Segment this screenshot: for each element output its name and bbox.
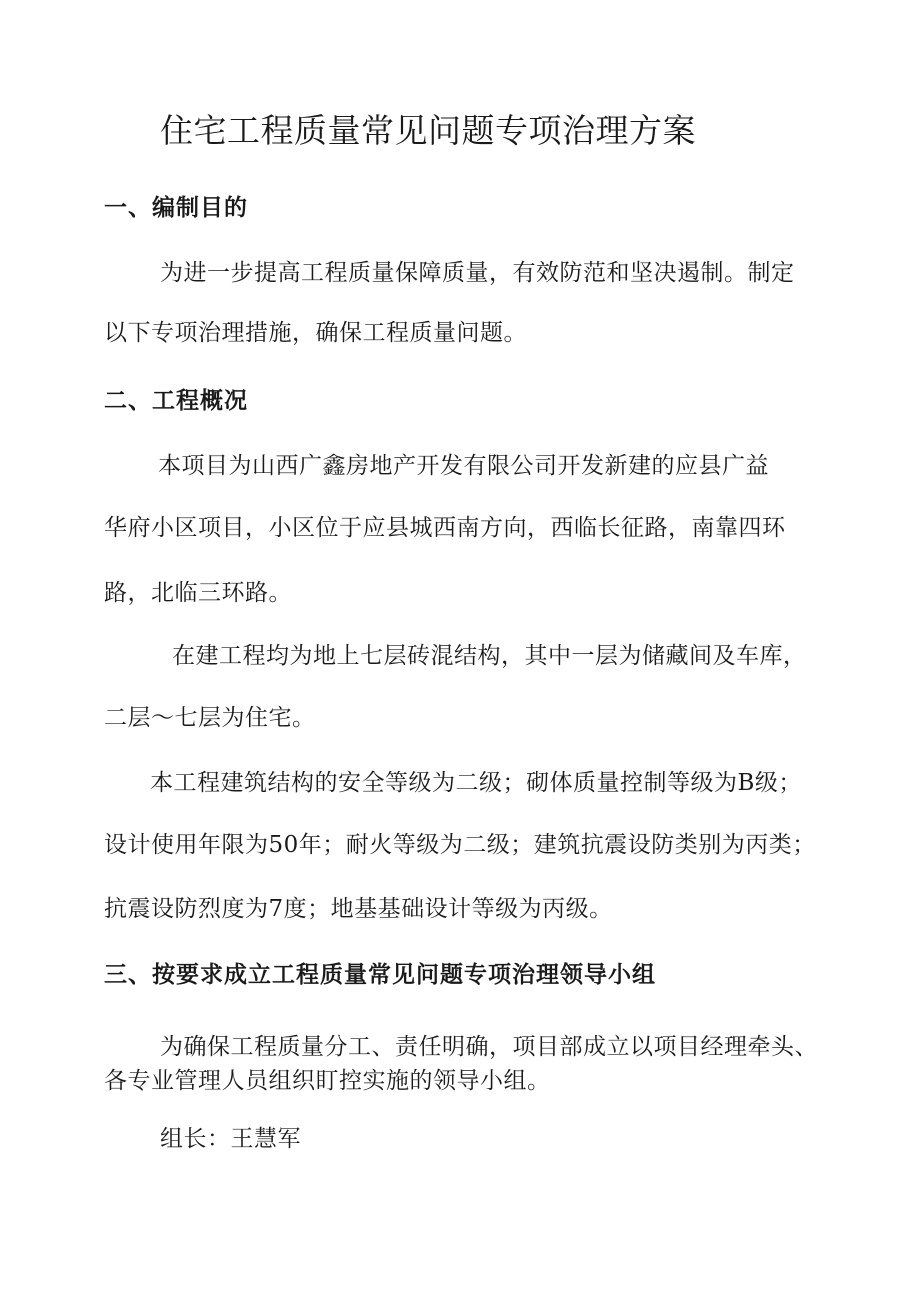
paragraph-line: 二层～七层为住宅。 bbox=[104, 705, 316, 731]
section-heading-leadership-group: 三、按要求成立工程质量常见问题专项治理领导小组 bbox=[104, 962, 656, 988]
group-leader-line: 组长：王慧军 bbox=[160, 1126, 301, 1152]
section-heading-purpose: 一、编制目的 bbox=[104, 195, 248, 221]
paragraph-line: 设计使用年限为50年；耐火等级为二级；建筑抗震设防类别为丙类； bbox=[104, 832, 816, 858]
paragraph-line: 为确保工程质量分工、责任明确，项目部成立以项目经理牵头、 bbox=[160, 1034, 818, 1060]
paragraph-line: 本工程建筑结构的安全等级为二级；砌体质量控制等级为B级； bbox=[150, 770, 802, 796]
paragraph-line: 华府小区项目，小区位于应县城西南方向，西临长征路，南靠四环 bbox=[104, 515, 786, 541]
paragraph-line: 路，北临三环路。 bbox=[104, 580, 292, 606]
paragraph-line: 在建工程均为地上七层砖混结构，其中一层为储藏间及车库， bbox=[172, 643, 807, 669]
document-title: 住宅工程质量常见问题专项治理方案 bbox=[160, 111, 696, 150]
paragraph-line: 抗震设防烈度为7度；地基基础设计等级为丙级。 bbox=[104, 896, 613, 922]
paragraph-line: 以下专项治理措施，确保工程质量问题。 bbox=[104, 320, 527, 346]
section-heading-overview: 二、工程概况 bbox=[104, 388, 248, 414]
paragraph-line: 为进一步提高工程质量保障质量，有效防范和坚决遏制。制定 bbox=[160, 260, 795, 286]
paragraph-line: 各专业管理人员组织盯控实施的领导小组。 bbox=[104, 1068, 551, 1094]
paragraph-line: 本项目为山西广鑫房地产开发有限公司开发新建的应县广益 bbox=[158, 453, 769, 479]
